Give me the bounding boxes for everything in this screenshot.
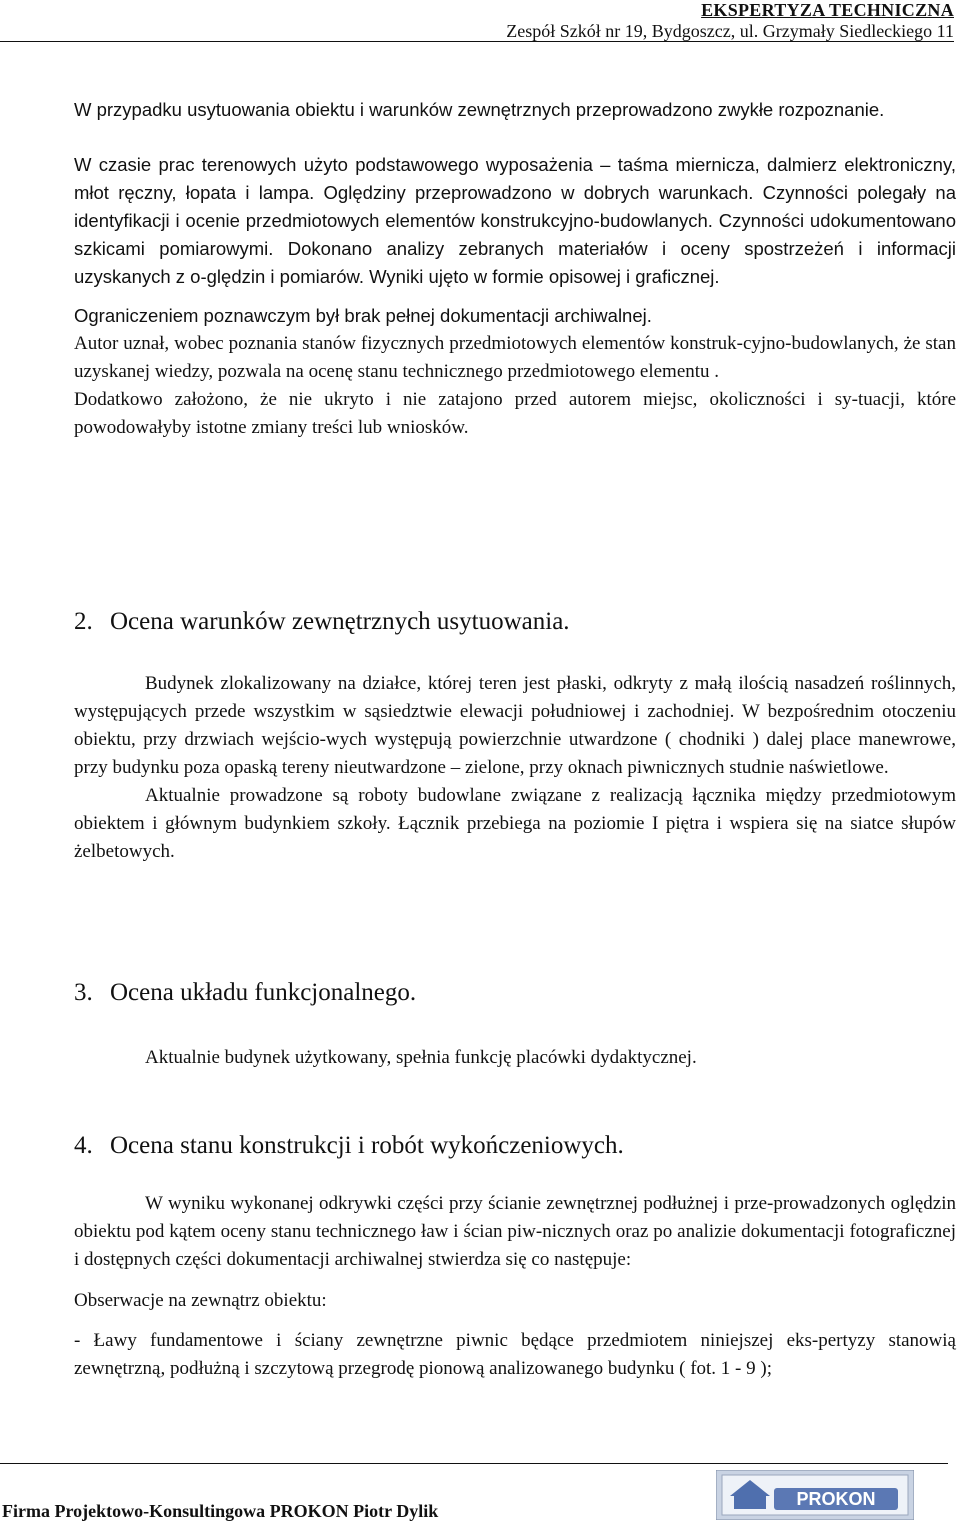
section-4-title: Ocena stanu konstrukcji i robót wykończeniowych. [110, 1132, 624, 1159]
section-3-title: Ocena układu funkcjonalnego. [110, 979, 417, 1006]
section-4-number: 4. [74, 1132, 93, 1159]
intro-paragraph-3: Ograniczeniem poznawczym był brak pełnej dokumentacji archiwalnej. [74, 305, 652, 326]
footer-rule [0, 1463, 948, 1464]
section-2-heading [74, 607, 570, 637]
section-4-paragraph-1: W wyniku wykonanej odkrywki części przy ścianie zewnętrznej podłużnej i prze-prowadzonych oględzin obiektu pod kątem oceny stanu technicznego ław i ścian piw-nicznych oraz po analizie dokumentacji fotograficznej i dostępnych części dokumentacji archiwalnej stwierdza się co następuje: [74, 1193, 956, 1270]
intro-block [74, 96, 956, 442]
header-title: EKSPERTYZA TECHNICZNA [701, 0, 954, 20]
section-3-paragraph-1: Aktualnie budynek użytkowany, spełnia funkcję placówki dydaktycznej. [145, 1047, 697, 1068]
section-3-number: 3. [74, 979, 93, 1006]
section-3-body [74, 1044, 956, 1072]
section-4-paragraph-2: Obserwacje na zewnątrz obiektu: [74, 1290, 327, 1311]
prokon-logo [716, 1470, 914, 1520]
header-subtitle: Zespół Szkół nr 19, Bydgoszcz, ul. Grzymały Siedleckiego 11 [506, 21, 954, 41]
footer-company: Firma Projektowo-Konsultingowa PROKON Piotr Dylik [2, 1501, 439, 1521]
section-2-title: Ocena warunków zewnętrznych usytuowania. [110, 608, 570, 635]
intro-paragraph-4: Autor uznał, wobec poznania stanów fizycznych przedmiotowych elementów konstruk-cyjno-budowlanych, że stan uzyskanej wiedzy, pozwala na ocenę stanu technicznego przedmiotowego elementu . [74, 333, 956, 382]
header-rule [0, 41, 954, 42]
section-3-heading [74, 978, 416, 1008]
section-4-heading [74, 1131, 624, 1161]
intro-paragraph-1: W przypadku usytuowania obiektu i warunków zewnętrznych przeprowadzono zwykłe rozpoznanie. [74, 99, 885, 120]
intro-paragraph-5: Dodatkowo założono, że nie ukryto i nie zatajono przed autorem miejsc, okoliczności i sy-tuacji, które powodowałyby istotne zmiany treści lub wniosków. [74, 389, 956, 438]
section-2-body [74, 670, 956, 866]
section-2-paragraph-2: Aktualnie prowadzone są roboty budowlane związane z realizacją łącznika między przedmiotowym obiektem i głównym budynkiem szkoły. Łącznik przebiega na poziomie I piętra i wspiera się na siatce słupów żelbetowych. [74, 785, 956, 862]
intro-paragraph-2: W czasie prac terenowych użyto podstawowego wyposażenia – taśma miernicza, dalmierz elektroniczny, młot ręczny, łopata i lampa. Oględziny przeprowadzono w dobrych warunkach. Czynności polegały na identyfikacji i ocenie przedmiotowych elementów konstrukcyjno-budowlanych. Czynności udokumentowano szkicami pomiarowymi. Dokonano analizy zebranych materiałów i oceny spostrzeżeń i informacji uzyskanych z o-ględzin i pomiarów. Wyniki ujęto w formie opisowej i graficznej. [74, 154, 956, 287]
prokon-logo-text: PROKON [796, 1489, 876, 1509]
section-4-paragraph-3: - Ławy fundamentowe i ściany zewnętrzne piwnic będące przedmiotem niniejszej eks-pertyzy stanowią zewnętrzną, podłużną i szczytową przegrodę pionową analizowanego budynku ( fot. 1 - 9 ); [74, 1330, 956, 1379]
section-2-paragraph-1: Budynek zlokalizowany na działce, której teren jest płaski, odkryty z małą ilością nasadzeń roślinnych, występujących przede wszystkim w sąsiedztwie elewacji południowej i zachodniej. W bezpośrednim otoczeniu obiektu, przy drzwiach wejścio-wych występują powierzchnie utwardzone ( chodniki ) dalej place manewrowe, przy budynku poza opaską tereny nieutwardzone – zielone, przy oknach piwnicznych studnie naświetlowe. [74, 673, 956, 778]
section-4-body [74, 1190, 956, 1383]
section-2-number: 2. [74, 608, 93, 635]
